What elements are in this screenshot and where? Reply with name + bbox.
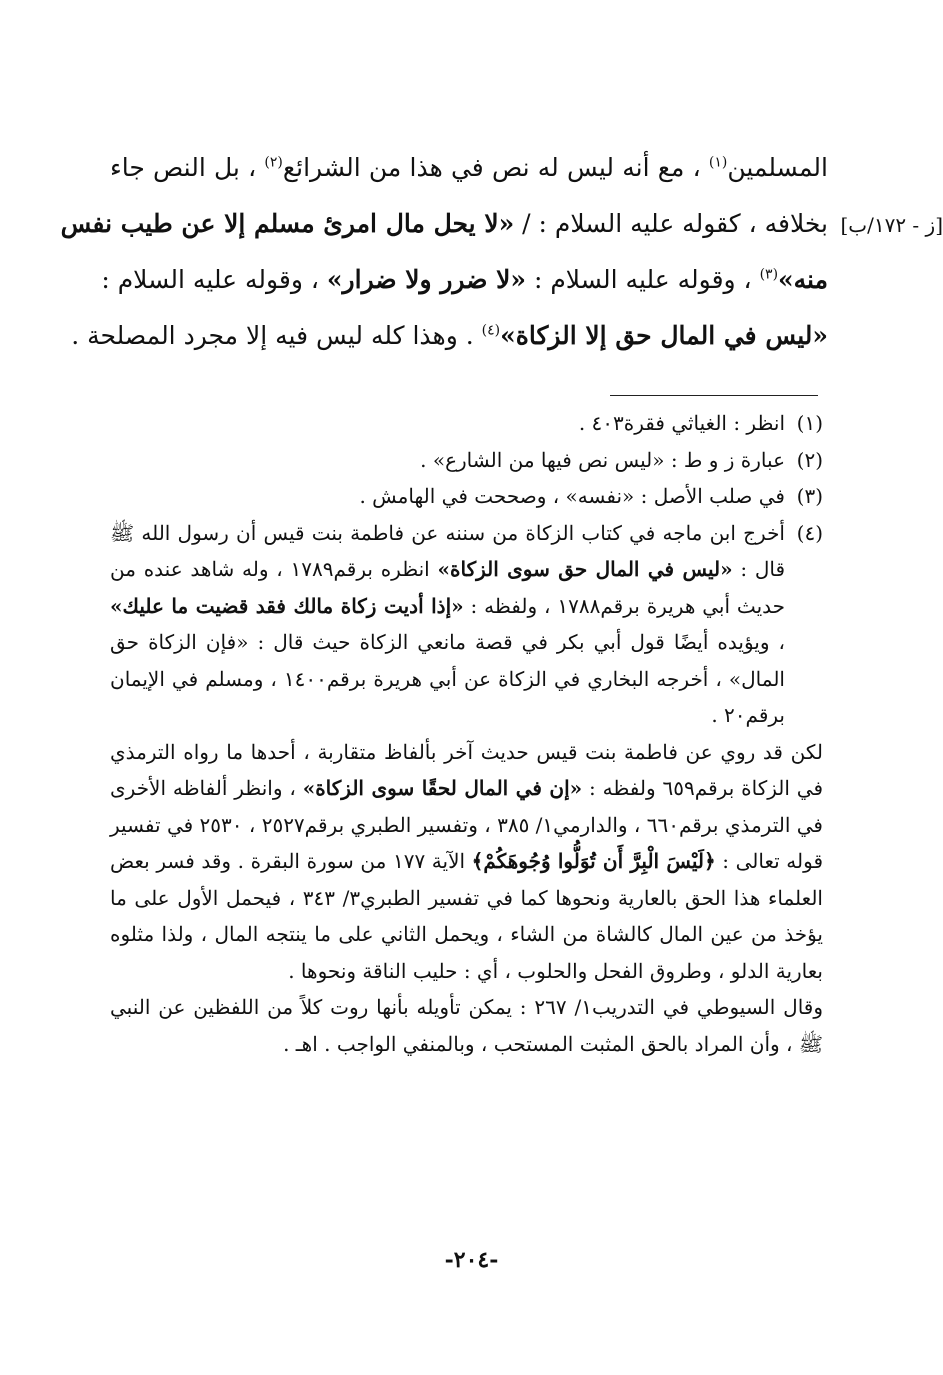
footnote-ref-2: (٢) <box>264 154 283 171</box>
hadith-quote: «ليس في المال حق سوى الزكاة» <box>437 557 733 581</box>
footnote-4 <box>110 515 823 734</box>
footnote-text <box>110 515 785 734</box>
footnote-4-paragraph-3: وقال السيوطي في التدريب١/ ٢٦٧ : يمكن تأويله بأنها روت كلاً من اللفظين عن النبي ﷺ ، وأن المراد بالحق المثبت المستحب ، وبالمنفي الواجب . اهـ . <box>110 995 824 1056</box>
footnote-number: (١) <box>796 411 823 435</box>
text-segment: ، ويؤيده أيضًا قول أبي بكر في قصة مانعي الزكاة حيث قال : «فإن الزكاة حق المال» ، أخرجه البخاري في الزكاة عن أبي هريرة برقم١٤٠٠ ، ومسلم في الإيمان برقم٢٠ . <box>110 630 785 727</box>
text-segment: ، وقوله عليه السلام : <box>101 265 327 294</box>
hadith-quote: «لا ضرر ولا ضرار» <box>326 265 527 294</box>
footnote-2 <box>110 442 823 479</box>
footnotes <box>110 405 823 1062</box>
text-segment: أخرج ابن ماجه في كتاب الزكاة من سننه عن فاطمة بنت قيس أن رسول الله ﷺ قال : <box>110 520 786 581</box>
footnote-separator <box>610 395 818 396</box>
hadith-quote: منه» <box>778 265 828 294</box>
text-segment: ، وقوله عليه السلام : <box>526 265 760 294</box>
footnote-3 <box>110 478 823 515</box>
footnote-ref-1: (١) <box>708 154 728 171</box>
hadith-quote: «إن في المال لحقًا سوى الزكاة» <box>302 776 583 800</box>
text-segment: لكن قد روي عن فاطمة بنت قيس حديث آخر بألفاظ متقاربة ، أحدها ما رواه الترمذي في الزكاة برقم٦٥٩ ولفظه : <box>110 739 824 800</box>
text-segment: ، وانظر ألفاظه الأخرى في الترمذي برقم٦٦٠ ، والدارمي١/ ٣٨٥ ، وتفسير الطبري برقم٢٥٢٧ ، ٢٥٣٠ في تفسير قوله تعالى : <box>110 776 824 873</box>
footnote-text: انظر : الغياثي فقرة٤٠٣ . <box>578 411 785 435</box>
main-line-2 <box>60 196 828 252</box>
footnote-text: عبارة ز و ط : «ليس نص فيها من الشارع» . <box>420 447 785 472</box>
footnote-ref-3: (٣) <box>759 266 779 283</box>
footnote-4-paragraph-2 <box>110 734 823 990</box>
text-segment: المسلمين <box>727 153 828 182</box>
text-segment: . وهذا كله ليس فيه إلا مجرد المصلحة . <box>71 321 482 350</box>
footnote-text: في صلب الأصل : «نفسه» ، وصححت في الهامش . <box>359 484 785 508</box>
footnote-number: (٣) <box>796 484 823 508</box>
text-segment: ، مع أنه ليس له نص في هذا من الشرائع <box>282 153 709 182</box>
text-segment: بخلافه ، كقوله عليه السلام : / <box>514 209 828 238</box>
footnote-1 <box>110 405 823 442</box>
manuscript-margin-ref: [ز - ١٧٢/ب] <box>840 213 943 237</box>
footnote-number: (٢) <box>796 447 823 472</box>
main-line-1 <box>110 140 828 196</box>
page-number: -٢٠٤- <box>444 1247 499 1273</box>
footnote-ref-4: (٤) <box>481 322 501 339</box>
main-line-3 <box>101 252 828 308</box>
text-segment: انظره برقم١٧٨٩ ، وله شاهد عنده من حديث أبي هريرة برقم١٧٨٨ ، ولفظه : <box>110 557 785 618</box>
text-segment: ، بل النص جاء <box>110 153 265 182</box>
main-line-4 <box>71 308 828 364</box>
hadith-quote: «لا يحل مال امرئ مسلم إلا عن طيب نفس <box>60 209 515 238</box>
quran-verse: ﴿لَيْسَ الْبِرَّ أَن تُوَلُّوا وُجُوهَكُمْ﴾ <box>471 849 716 873</box>
main-text <box>60 140 828 364</box>
hadith-quote: «إذا أديت زكاة مالك فقد قضيت ما عليك» <box>110 593 464 618</box>
footnote-number: (٤) <box>796 520 823 545</box>
text-segment: الآية ١٧٧ من سورة البقرة . وقد فسر بعض العلماء هذا الحق بالعارية ونحوها كما في تفسير الطبري٣/ ٣٤٣ ، فيحمل الأول على ما يؤخذ من عين المال كالشاة من الشاء ، ويحمل الثاني على ما ينتجه المال ، ولذا مثلوه بعارية الدلو ، وطروق الفحل والحلوب ، أي : حليب الناقة ونحوها . <box>110 849 823 983</box>
hadith-quote: «ليس في المال حق إلا الزكاة» <box>500 321 828 350</box>
